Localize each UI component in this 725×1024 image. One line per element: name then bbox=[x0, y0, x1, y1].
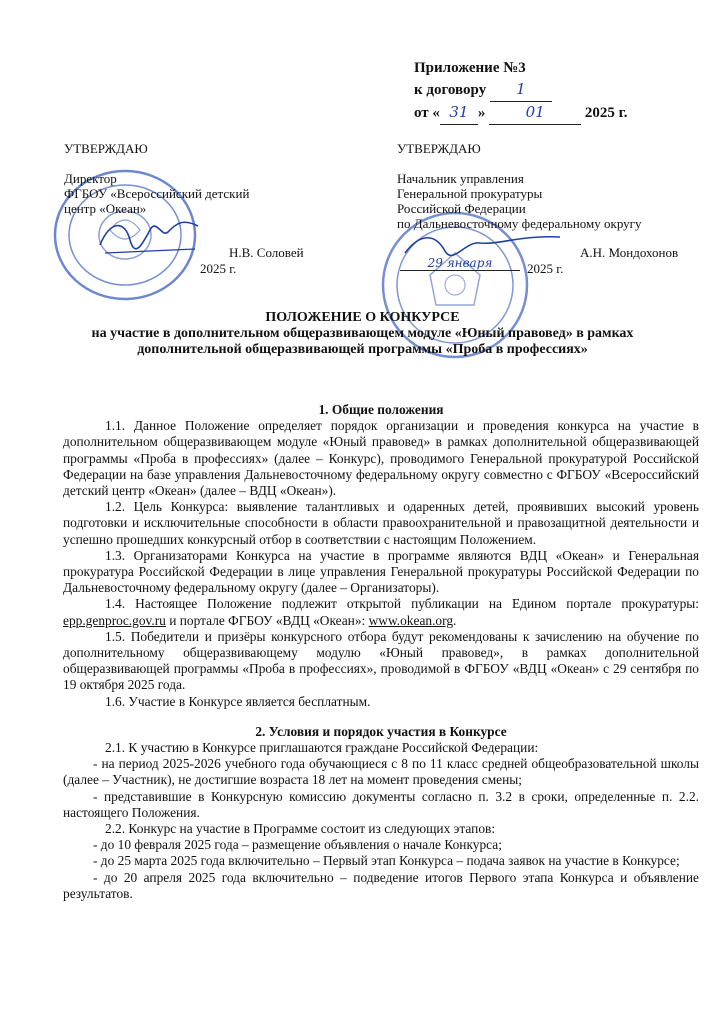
paragraph-2-2: 2.2. Конкурс на участие в Программе состоит из следующих этапов: bbox=[105, 821, 496, 837]
link-genproc[interactable]: epp.genproc.gov.ru bbox=[63, 612, 166, 628]
paragraph-2-2-c: - до 20 апреля 2025 года включительно – подведение итогов Первого этапа Конкурса и объявление результатов. bbox=[63, 869, 699, 901]
handwritten-day: 31 bbox=[449, 103, 469, 121]
signature-left bbox=[95, 215, 205, 265]
title-line-1: ПОЛОЖЕНИЕ О КОНКУРСЕ bbox=[265, 310, 460, 325]
approval-left: УТВЕРЖДАЮ Директор ФГБОУ «Всероссийский детский центр «Океан» bbox=[64, 141, 334, 216]
handwritten-month: 01 bbox=[525, 103, 545, 121]
section-2-heading: 2. Условия и порядок участия в Конкурсе bbox=[255, 723, 507, 739]
annex-title: Приложение №3 bbox=[414, 60, 526, 76]
annex-contract-line: к договору 1 bbox=[414, 79, 704, 102]
paragraph-1-1: 1.1. Данное Положение определяет порядок организации и проведения конкурса на участие в дополнительном общеразвивающем модуле «Юный правовед» в рамках дополнительной общеразвивающей программы «Проба в профессиях» (далее – Конкурс), проводимого Генеральной прокуратурой Российской Федерации на базе управления Дальневосточному федеральному округу совместно с ФГБОУ «Всероссийский детский центр «Океан» (далее – ВДЦ «Океан»). bbox=[63, 418, 699, 499]
annex-date-line: от « 31 » 01 2025 г. bbox=[414, 102, 704, 125]
paragraph-2-2-a: - до 10 февраля 2025 года – размещение объявления о начале Конкурса; bbox=[93, 837, 502, 853]
paragraph-1-6: 1.6. Участие в Конкурсе является бесплатным. bbox=[105, 693, 371, 709]
approval-right: УТВЕРЖДАЮ Начальник управления Генеральной прокуратуры Российской Федерации по Дальневосточному федеральному округу bbox=[397, 141, 707, 231]
approval-right-heading: УТВЕРЖДАЮ bbox=[397, 141, 481, 156]
approval-right-year: 2025 г. bbox=[527, 261, 564, 276]
approval-left-heading: УТВЕРЖДАЮ bbox=[64, 141, 148, 156]
approval-right-role: Начальник управления bbox=[397, 171, 524, 186]
paragraph-2-1-a: - на период 2025-2026 учебного года обучающиеся с 8 по 11 класс средней общеобразовательной школы (далее – Участник), не достигшие возраста 18 лет на момент проведения смены; bbox=[63, 756, 699, 788]
paragraph-1-2: 1.2. Цель Конкурса: выявление талантливых и одаренных детей, проявивших высокий уровень подготовки и исключительные способности в области правоохранительной и правозащитной деятельности и успешно прошедших конкурсный отбор в соответствии с настоящим Положением. bbox=[63, 499, 699, 547]
paragraph-1-5: 1.5. Победители и призёры конкурсного отбора будут рекомендованы к зачислению на обучение по дополнительному общеразвивающему модулю «Юный правовед», в рамках дополнительной общеразвивающей программы «Проба в профессиях», проводимой в ФГБОУ «ВДЦ «Океан» с 29 сентября по 19 октября 2025 года. bbox=[63, 628, 699, 693]
paragraph-2-1: 2.1. К участию в Конкурсе приглашаются граждане Российской Федерации: bbox=[105, 740, 539, 756]
approval-left-role: Директор bbox=[64, 171, 117, 186]
document-title bbox=[40, 310, 685, 358]
document-body bbox=[63, 402, 699, 902]
paragraph-2-1-b: - представившие в Конкурсную комиссию документы согласно п. 3.2 в сроки, определенные п. 2.2. настоящего Положения. bbox=[63, 788, 699, 820]
handwritten-approval-date: 29 января bbox=[400, 256, 520, 271]
approval-left-name: Н.В. Соловей bbox=[229, 245, 304, 260]
annex-header bbox=[414, 58, 704, 125]
link-okean[interactable]: www.okean.org bbox=[368, 612, 454, 628]
paragraph-2-2-b: - до 25 марта 2025 года включительно – Первый этап Конкурса – подача заявок на участие в Конкурсе; bbox=[93, 853, 680, 869]
section-1-heading: 1. Общие положения bbox=[318, 402, 444, 417]
approval-left-year: 2025 г. bbox=[200, 261, 237, 276]
paragraph-1-3: 1.3. Организаторами Конкурса на участие в программе являются ВДЦ «Океан» и Генеральная прокуратура Российской Федерации в лице управления Генеральной прокуратуры Российской Федерации по Дальневосточному федеральному округу (далее – Организаторы). bbox=[63, 547, 699, 596]
title-line-2: на участие в дополнительном общеразвивающем модуле «Юный правовед» в рамках bbox=[91, 326, 634, 341]
handwritten-contract-number: 1 bbox=[516, 80, 526, 98]
title-line-3: дополнительной общеразвивающей программы «Проба в профессиях» bbox=[137, 342, 588, 357]
paragraph-1-4: 1.4. Настоящее Положение подлежит открытой публикации на Едином портале прокуратуры: epp.genproc.gov.ru и портале ФГБОУ «ВДЦ «Океан»: www.okean.org. bbox=[63, 596, 699, 628]
approval-right-name: А.Н. Мондохонов bbox=[580, 245, 679, 260]
